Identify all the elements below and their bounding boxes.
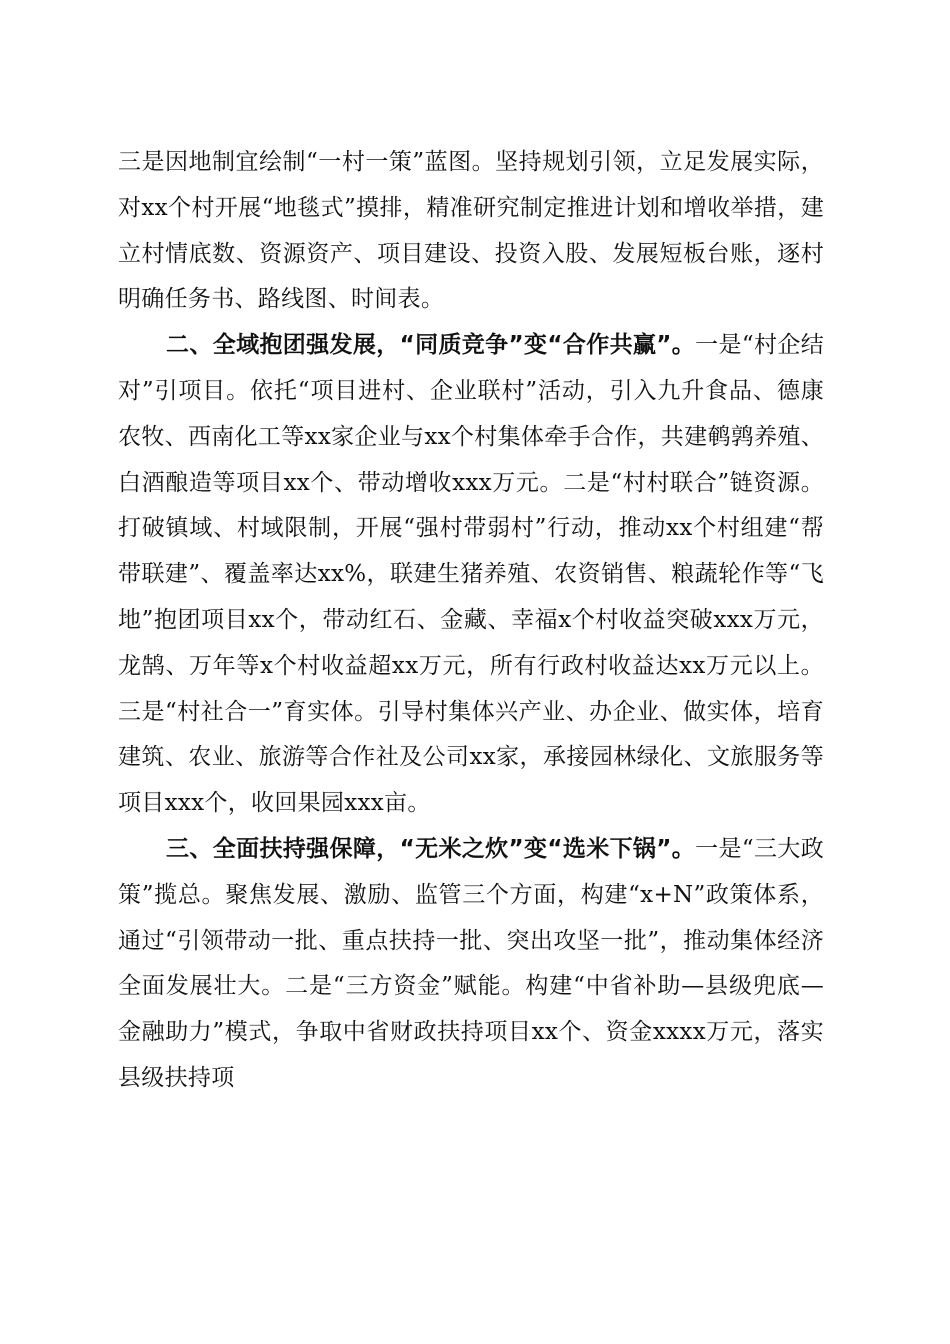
paragraph-3 bbox=[118, 827, 824, 1102]
paragraph-1 bbox=[118, 140, 824, 323]
document-page bbox=[118, 140, 824, 1102]
paragraph-2-body: 一是“村企结对”引项目。依托“项目进村、企业联村”活动，引入九升食品、德康农牧、西南化工等xx家企业与xx个村集体牵手合作，共建鹌鹑养殖、白酒酿造等项目xx个、带动增收xxx万元。二是“村村联合”链资源。打破镇域、村域限制，开展“强村带弱村”行动，推动xx个村组建“帮带联建”、覆盖率达xx%，联建生猪养殖、农资销售、粮蔬轮作等“飞地”抱团项目xx个，带动红石、金藏、幸福x个村收益突破xxx万元，龙鹄、万年等x个村收益超xx万元，所有行政村收益达xx万元以上。三是“村社合一”育实体。引导村集体兴产业、办企业、做实体，培育建筑、农业、旅游等合作社及公司xx家，承接园林绿化、文旅服务等项目xxx个，收回果园xxx亩。 bbox=[118, 332, 825, 817]
paragraph-2 bbox=[118, 323, 824, 827]
section-heading-2: 二、全域抱团强发展，“同质竞争”变“合作共赢”。 bbox=[166, 332, 696, 359]
paragraph-1-body: 三是因地制宜绘制“一村一策”蓝图。坚持规划引领，立足发展实际，对xx个村开展“地毯式”摸排，精准研究制定推进计划和增收举措，建立村情底数、资源资产、项目建设、投资入股、发展短板台账，逐村明确任务书、路线图、时间表。 bbox=[118, 149, 824, 313]
section-heading-3: 三、全面扶持强保障，“无米之炊”变“选米下锅”。 bbox=[166, 835, 696, 862]
paragraph-3-body: 一是“三大政策”揽总。聚焦发展、激励、监管三个方面，构建“x+N”政策体系，通过“引领带动一批、重点扶持一批、突出攻坚一批”，推动集体经济全面发展壮大。二是“三方资金”赋能。构建“中省补助—县级兜底—金融助力”模式，争取中省财政扶持项目xx个、资金xxxx万元，落实县级扶持项 bbox=[118, 835, 825, 1091]
